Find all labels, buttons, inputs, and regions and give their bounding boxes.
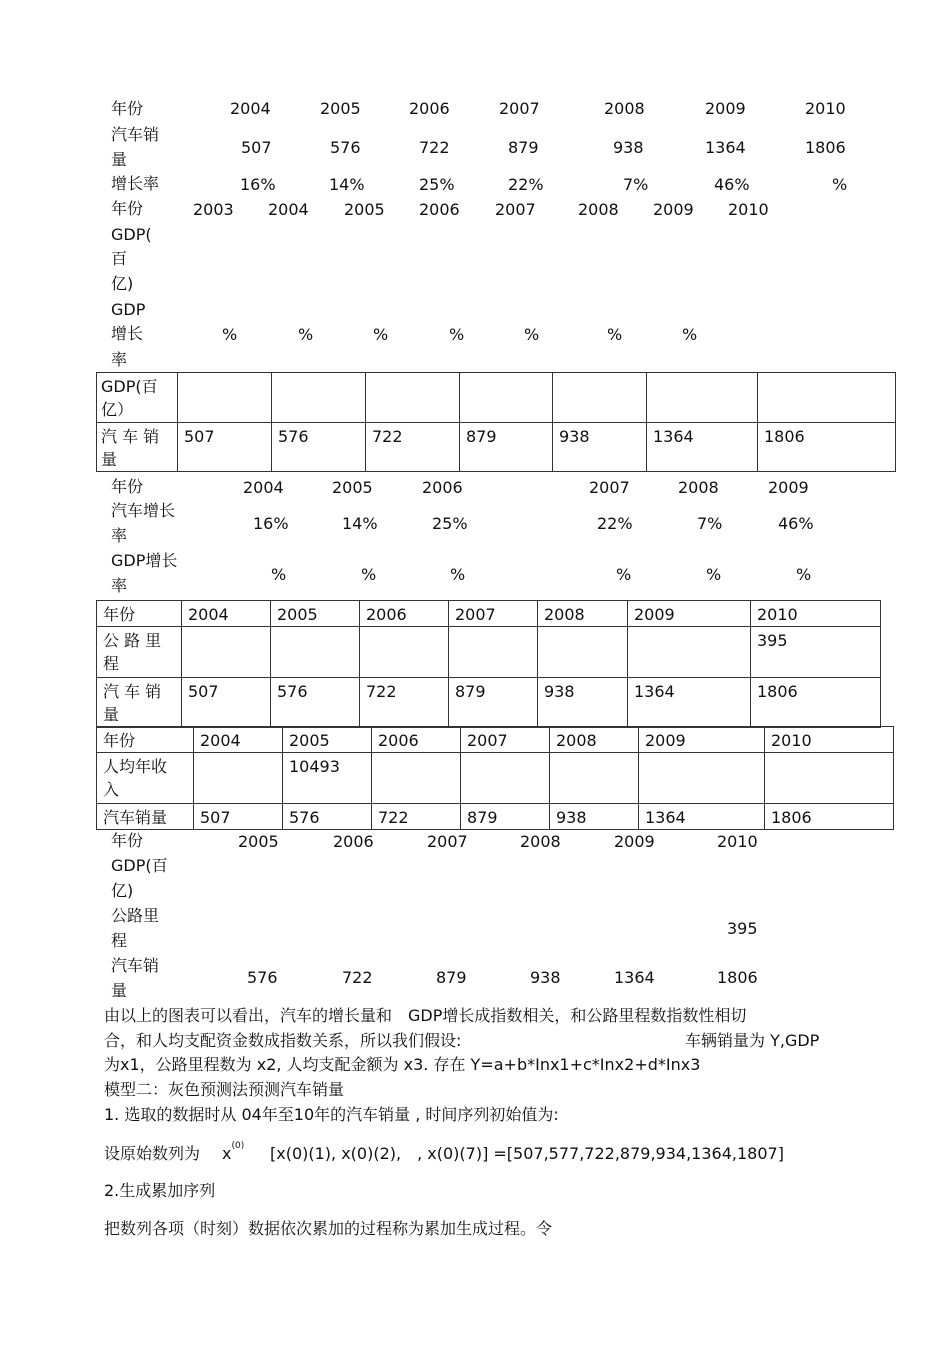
gdp-growth-label: GDP增长 [111, 551, 178, 570]
table-cell [758, 373, 896, 423]
paragraph-line: 1. 选取的数据时从 04年至10年的汽车销量 , 时间序列初始值为: [104, 1105, 559, 1124]
table-cell [639, 753, 765, 804]
year-cell: 2009 [628, 601, 751, 627]
table-cell [360, 627, 449, 678]
sales-cell: 1806 [765, 804, 894, 830]
table-cell [372, 753, 461, 804]
year-cell: 2004 [243, 478, 284, 497]
gdp-label: 亿） [101, 400, 134, 420]
gdp-growth-cell: % [706, 565, 722, 584]
formula-label: 设原始数列为 [104, 1144, 201, 1163]
sales-cell: 879 [508, 138, 539, 157]
growth-cell: 16% [240, 175, 276, 194]
table-cell [538, 627, 628, 678]
sales-cell: 1364 [639, 804, 765, 830]
formula-superscript: (0) [231, 1141, 245, 1151]
table-cell [272, 373, 366, 423]
gdp-growth-cell: % [450, 565, 466, 584]
paragraph-line: 为x1，公路里程数为 x2, 人均支配金额为 x3. 存在 Y=a+b*Inx1+c*Inx2+d*Inx3 [104, 1055, 701, 1074]
year-cell: 2009 [614, 832, 655, 851]
gdp-label-cell [97, 373, 178, 423]
gdp-growth-cell: % [607, 325, 623, 344]
sales-label-cell [97, 423, 178, 472]
sales-cell: 1364 [705, 138, 746, 157]
year-cell: 2006 [333, 832, 374, 851]
year-cell: 2008 [538, 601, 628, 627]
year-cell: 2007 [449, 601, 538, 627]
year-label: 年份 [97, 727, 194, 753]
table-cell [460, 373, 553, 423]
section-heading: 模型二：灰色预测法预测汽车销量 [104, 1080, 345, 1099]
growth-cell: 46% [714, 175, 750, 194]
sales-label: 量 [101, 450, 118, 470]
year-cell: 2006 [419, 200, 460, 219]
sales-cell: 507 [194, 804, 283, 830]
table-row [97, 601, 881, 627]
year-cell: 2004 [230, 99, 271, 118]
sales-cell: 879 [449, 678, 538, 728]
income-label-cell [97, 753, 194, 804]
sales-cell: 1806 [717, 968, 758, 987]
sales-cell: 879 [461, 804, 550, 830]
gdp-growth-label: GDP [111, 300, 146, 319]
table-cell [366, 373, 460, 423]
table-cell [553, 373, 647, 423]
gdp-growth-cell: % [271, 565, 287, 584]
year-cell: 2004 [268, 200, 309, 219]
year-cell: 2009 [653, 200, 694, 219]
table-cell [765, 753, 894, 804]
sales-label: 汽车销量 [97, 804, 194, 830]
year-cell: 2008 [520, 832, 561, 851]
table-cell [647, 373, 758, 423]
sales-cell: 1806 [751, 678, 881, 728]
year-cell: 2007 [589, 478, 630, 497]
gdp-growth-label: 率 [111, 576, 128, 595]
paragraph-line: 由以上的图表可以看出，汽车的增长量和 GDP增长成指数相关，和公路里程数指数性相切 [104, 1006, 747, 1025]
sales-cell: 1364 [614, 968, 655, 987]
gdp-growth-cell: % [682, 325, 698, 344]
year-cell: 2005 [283, 727, 372, 753]
gdp-growth-cell: % [524, 325, 540, 344]
sales-cell: 722 [342, 968, 373, 987]
sales-cell: 722 [366, 423, 460, 472]
table-row [97, 804, 894, 830]
income-cell: 10493 [283, 753, 372, 804]
year-cell: 2007 [495, 200, 536, 219]
sales-cell: 938 [613, 138, 644, 157]
year-label: 年份 [111, 831, 144, 850]
growth-cell: 22% [508, 175, 544, 194]
growth-label: 增长率 [111, 174, 160, 193]
sales-cell: 576 [247, 968, 278, 987]
year-cell: 2006 [422, 478, 463, 497]
table-row [97, 678, 881, 728]
year-cell: 2007 [461, 727, 550, 753]
year-cell: 2004 [194, 727, 283, 753]
car-growth-cell: 7% [697, 514, 723, 533]
table-cell [461, 753, 550, 804]
gdp-label: 百 [111, 249, 128, 268]
year-cell: 2008 [678, 478, 719, 497]
road-sales-table [96, 600, 881, 728]
year-cell: 2005 [344, 200, 385, 219]
sales-label: 量 [111, 981, 128, 1000]
car-growth-cell: 14% [342, 514, 378, 533]
sales-cell: 507 [178, 423, 272, 472]
table-cell [449, 627, 538, 678]
gdp-growth-cell: % [222, 325, 238, 344]
year-cell: 2009 [768, 478, 809, 497]
table-row [97, 727, 894, 753]
year-cell: 2010 [751, 601, 881, 627]
sales-cell: 576 [330, 138, 361, 157]
sales-cell: 722 [372, 804, 461, 830]
road-label-cell [97, 627, 182, 678]
table-cell [194, 753, 283, 804]
sales-label-cell [97, 678, 182, 728]
car-growth-cell: 46% [778, 514, 814, 533]
year-cell: 2005 [271, 601, 360, 627]
gdp-growth-cell: % [449, 325, 465, 344]
paragraph-line: 车辆销量为 Y,GDP [685, 1031, 820, 1050]
sales-cell: 722 [360, 678, 449, 728]
road-cell: 395 [751, 627, 881, 678]
year-cell: 2005 [332, 478, 373, 497]
year-cell: 2005 [238, 832, 279, 851]
year-label: 年份 [111, 477, 144, 496]
gdp-growth-cell: % [361, 565, 377, 584]
year-cell: 2010 [805, 99, 846, 118]
gdp-growth-label: 率 [111, 350, 128, 369]
table-cell [628, 627, 751, 678]
car-growth-label: 率 [111, 526, 128, 545]
gdp-label: GDP(百 [101, 377, 158, 396]
year-cell: 2010 [728, 200, 769, 219]
year-cell: 2006 [372, 727, 461, 753]
year-label: 年份 [111, 99, 144, 118]
year-cell: 2006 [409, 99, 450, 118]
sales-cell: 879 [460, 423, 553, 472]
year-cell: 2009 [639, 727, 765, 753]
road-label: 公 路 里 [103, 631, 162, 651]
paragraph-line: 把数列各项（时刻）数据依次累加的过程称为累加生成过程。令 [104, 1219, 553, 1238]
gdp-growth-cell: % [616, 565, 632, 584]
sales-cell: 1364 [647, 423, 758, 472]
income-sales-table [96, 726, 894, 830]
gdp-growth-cell: % [373, 325, 389, 344]
sales-cell: 938 [553, 423, 647, 472]
car-growth-label: 汽车增长 [111, 501, 176, 520]
gdp-label: GDP( [111, 225, 152, 244]
sales-label: 量 [111, 150, 128, 169]
table-cell [550, 753, 639, 804]
income-label: 入 [103, 780, 120, 800]
formula-sequence: [x(0)(1), x(0)(2), , x(0)(7)] =[507,577,722,879,934,1364,1807] [270, 1144, 784, 1163]
year-cell: 2006 [360, 601, 449, 627]
sales-label: 量 [103, 705, 120, 725]
table-row [97, 627, 881, 678]
year-cell: 2009 [705, 99, 746, 118]
car-growth-cell: 22% [597, 514, 633, 533]
sales-cell: 576 [271, 678, 360, 728]
growth-cell: 7% [623, 175, 649, 194]
year-cell: 2008 [578, 200, 619, 219]
sales-cell: 938 [538, 678, 628, 728]
growth-cell: % [832, 175, 848, 194]
year-cell: 2010 [765, 727, 894, 753]
growth-cell: 14% [329, 175, 365, 194]
table-row [97, 753, 894, 804]
year-cell: 2007 [499, 99, 540, 118]
sales-label: 汽车销 [111, 956, 160, 975]
sales-cell: 938 [530, 968, 561, 987]
year-cell: 2010 [717, 832, 758, 851]
sales-cell: 576 [272, 423, 366, 472]
year-cell: 2008 [550, 727, 639, 753]
sales-cell: 1806 [758, 423, 896, 472]
table-cell [271, 627, 360, 678]
sales-cell: 507 [241, 138, 272, 157]
gdp-growth-cell: % [796, 565, 812, 584]
year-cell: 2004 [182, 601, 271, 627]
road-label: 程 [111, 931, 128, 950]
sales-cell: 576 [283, 804, 372, 830]
gdp-label: 亿) [111, 274, 134, 293]
gdp-label: GDP(百 [111, 856, 168, 875]
year-label: 年份 [111, 199, 144, 218]
year-cell: 2003 [193, 200, 234, 219]
paragraph-line: 合，和人均支配资金数成指数关系，所以我们假设: [104, 1031, 462, 1050]
sales-label: 汽车销 [111, 125, 160, 144]
growth-cell: 25% [419, 175, 455, 194]
table-cell [182, 627, 271, 678]
sales-label: 汽 车 销 [103, 682, 162, 702]
table-row [97, 373, 896, 423]
sales-cell: 938 [550, 804, 639, 830]
year-cell: 2007 [427, 832, 468, 851]
car-growth-cell: 25% [432, 514, 468, 533]
sales-cell: 1364 [628, 678, 751, 728]
gdp-growth-label: 增长 [111, 324, 144, 343]
road-cell: 395 [727, 919, 758, 938]
gdp-sales-table [96, 372, 896, 472]
table-cell [178, 373, 272, 423]
car-growth-cell: 16% [253, 514, 289, 533]
gdp-label: 亿) [111, 881, 134, 900]
road-label: 程 [103, 654, 120, 674]
sales-cell: 879 [436, 968, 467, 987]
year-label: 年份 [97, 601, 182, 627]
year-cell: 2008 [604, 99, 645, 118]
section-heading: 2.生成累加序列 [104, 1181, 216, 1200]
year-cell: 2005 [320, 99, 361, 118]
sales-cell: 507 [182, 678, 271, 728]
sales-cell: 722 [419, 138, 450, 157]
sales-label: 汽 车 销 [101, 427, 160, 446]
sales-cell: 1806 [805, 138, 846, 157]
gdp-growth-cell: % [298, 325, 314, 344]
road-label: 公路里 [111, 906, 160, 925]
income-label: 人均年收 [103, 757, 168, 777]
formula-variable [222, 1141, 245, 1163]
table-row [97, 423, 896, 472]
formula-x: x [222, 1144, 232, 1163]
